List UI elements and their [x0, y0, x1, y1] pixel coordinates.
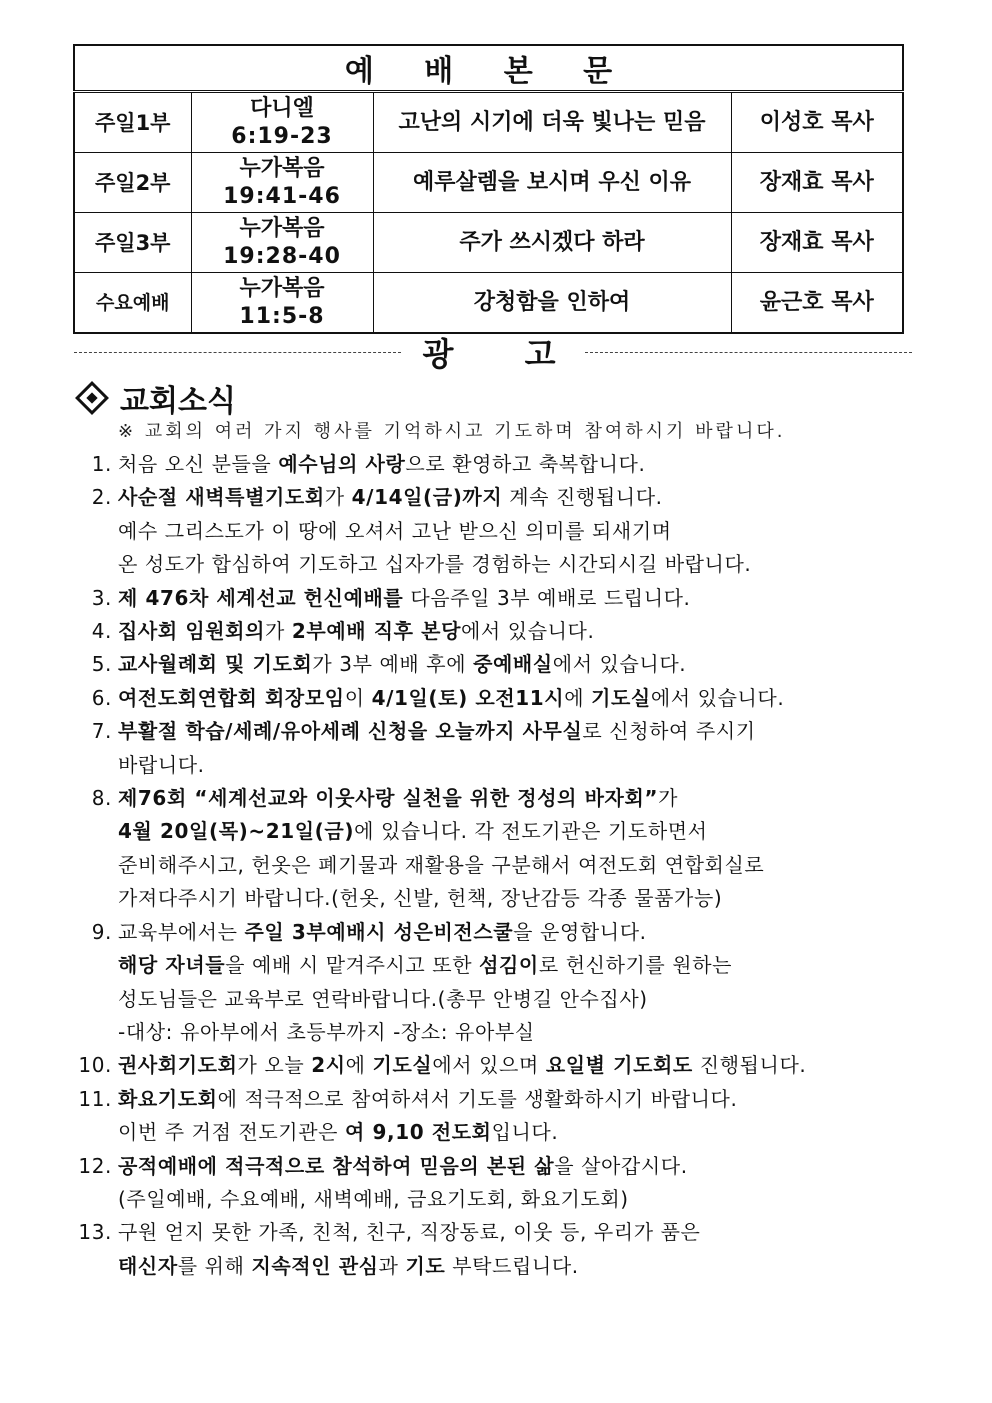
- item-line: [72, 983, 932, 1016]
- preacher-name: 장재효 목사: [731, 153, 903, 213]
- item-line: [72, 481, 932, 514]
- emphasis-text: 4/14일(금)까지: [351, 485, 503, 510]
- service-name: 주일2부: [74, 153, 191, 213]
- item-text: 입니다.: [491, 1120, 559, 1145]
- item-number: 13.: [78, 1220, 112, 1245]
- emphasis-text: 제 476차 세계선교 헌신예배를: [118, 585, 404, 610]
- item-number: 7.: [91, 719, 112, 744]
- table-row: [74, 92, 903, 153]
- item-text: 을 예배 시 맡겨주시고 또한: [225, 953, 480, 978]
- emphasis-text: 중예배실: [473, 652, 553, 677]
- item-text: 에서 있습니다.: [650, 685, 785, 710]
- emphasis-text: 해당 자녀들: [118, 953, 226, 978]
- worship-table-title: 예 배 본 문: [74, 45, 903, 92]
- announcement-item: [72, 582, 932, 615]
- announcements-title: 광 고: [422, 335, 586, 373]
- item-text: (주일예배, 수요예배, 새벽예배, 금요기도회, 화요기도회): [118, 1186, 629, 1211]
- item-text: 에: [564, 685, 592, 710]
- item-line: [72, 1116, 932, 1149]
- item-line: [72, 949, 932, 982]
- emphasis-text: 기도실: [372, 1053, 433, 1078]
- item-text: 을 살아갑시다.: [554, 1153, 688, 1178]
- item-line: [72, 782, 932, 815]
- item-line: [72, 1083, 932, 1116]
- preacher-name: 이성호 목사: [731, 92, 903, 153]
- announcement-item: [72, 682, 932, 715]
- announcement-list: [72, 448, 932, 1283]
- preacher-name: 장재효 목사: [731, 213, 903, 273]
- scripture-reference: [191, 153, 373, 213]
- item-text: 진행됩니다.: [692, 1053, 807, 1078]
- emphasis-text: 제76회 “세계선교와 이웃사랑 실천을 위한 정성의 바자회”: [118, 786, 659, 811]
- item-line: [72, 1049, 932, 1082]
- item-text: 에 적극적으로 참여하셔서 기도를 생활화하시기 바랍니다.: [217, 1086, 738, 1111]
- item-line: [72, 749, 932, 782]
- announcement-item: [72, 448, 932, 481]
- announcement-item: [72, 1083, 932, 1150]
- announcement-item: [72, 916, 932, 1050]
- table-row: [74, 213, 903, 273]
- service-name: 주일1부: [74, 92, 191, 153]
- intro-note: ※ 교회의 여러 가지 행사를 기억하시고 기도하며 참여하시기 바랍니다.: [118, 421, 786, 442]
- worship-scripture-table: [73, 44, 904, 334]
- item-line: [72, 1016, 932, 1049]
- church-news-heading: [76, 378, 236, 418]
- item-text: 준비해주시고, 헌옷은 폐기물과 재활용을 구분해서 여전도회 연합회실로: [118, 852, 765, 877]
- item-number: 6.: [91, 685, 112, 710]
- item-text: 온 성도가 합심하여 기도하고 십자가를 경험하는 시간되시길 바랍니다.: [118, 552, 752, 577]
- item-text: 에서 있습니다.: [552, 652, 687, 677]
- sermon-title: 고난의 시기에 더욱 빛나는 믿음: [373, 92, 731, 153]
- item-number: 12.: [78, 1153, 112, 1178]
- item-text: 부탁드립니다.: [445, 1253, 579, 1278]
- emphasis-text: 여전도회연합회 회장모임: [118, 685, 345, 710]
- item-text: 이번 주 거점 전도기관은: [118, 1120, 346, 1145]
- item-text: 계속 진행됩니다.: [502, 485, 663, 510]
- item-text: 처음 오신 분들을: [118, 452, 279, 476]
- emphasis-text: 집사회 임원회의: [118, 619, 266, 644]
- item-number: 11.: [78, 1086, 112, 1111]
- table-row: [74, 273, 903, 334]
- emphasis-text: 화요기도회: [118, 1086, 218, 1111]
- item-number: 9.: [91, 919, 112, 944]
- item-text: 가: [324, 485, 352, 510]
- scripture-verse: 6:19-23: [231, 123, 333, 149]
- scripture-reference: [191, 92, 373, 153]
- item-line: [72, 1150, 932, 1183]
- item-text: 예수 그리스도가 이 땅에 오셔서 고난 받으신 의미를 되새기며: [118, 518, 672, 543]
- item-number: 10.: [78, 1053, 112, 1078]
- emphasis-text: 4/1일(토) 오전11시: [371, 685, 565, 710]
- emphasis-text: 2부예배 직후 본당: [291, 619, 461, 644]
- item-text: 에서 있습니다.: [461, 619, 595, 644]
- item-text: 에 있습니다. 각 전도기관은 기도하면서: [354, 819, 708, 844]
- item-line: [72, 815, 932, 848]
- item-line: [72, 648, 932, 681]
- item-text: 교육부에서는: [118, 919, 245, 944]
- dashed-divider: [585, 352, 912, 353]
- item-text: 가: [265, 619, 292, 644]
- item-line: [72, 1250, 932, 1283]
- scripture-book: 누가복음: [239, 155, 325, 181]
- emphasis-text: 부활절 학습/세례/유아세례 신청을 오늘까지 사무실: [118, 719, 583, 744]
- item-text: 이: [344, 685, 372, 710]
- scripture-verse: 11:5-8: [239, 303, 325, 329]
- item-text: 성도님들은 교육부로 연락바랍니다.(총무 안병길 안수집사): [118, 986, 648, 1011]
- item-text: 가: [658, 786, 679, 811]
- emphasis-text: 사순절 새벽특별기도회: [118, 485, 325, 510]
- item-text: 을 운영합니다.: [513, 919, 647, 944]
- item-text: 가 오늘: [237, 1053, 312, 1078]
- item-text: 를 위해: [177, 1253, 252, 1278]
- scripture-book: 누가복음: [239, 215, 325, 241]
- item-text: 구원 얻지 못한 가족, 친척, 친구, 직장동료, 이웃 등, 우리가 품은: [118, 1220, 701, 1245]
- announcements-heading: [74, 330, 912, 374]
- item-text: 가져다주시기 바랍니다.(헌옷, 신발, 헌책, 장난감등 각종 물품가능): [118, 886, 723, 911]
- item-number: 3.: [91, 585, 112, 610]
- announcement-item: [72, 648, 932, 681]
- item-line: [72, 1183, 932, 1216]
- emphasis-text: 권사회기도회: [118, 1053, 238, 1078]
- item-line: [72, 615, 932, 648]
- scripture-reference: [191, 273, 373, 334]
- emphasis-text: 섬김이: [479, 953, 539, 978]
- diamond-icon: [75, 381, 109, 415]
- item-text: 에서 있으며: [432, 1053, 546, 1078]
- item-number: 1.: [91, 452, 112, 476]
- item-text: 바랍니다.: [118, 752, 205, 777]
- sermon-title: 예루살렘을 보시며 우신 이유: [373, 153, 731, 213]
- church-news-title: 교회소식: [120, 384, 236, 419]
- item-line: [72, 582, 932, 615]
- service-name: 주일3부: [74, 213, 191, 273]
- item-line: [72, 548, 932, 581]
- announcement-item: [72, 1216, 932, 1283]
- service-name: 수요예배: [74, 273, 191, 334]
- scripture-verse: 19:41-46: [223, 183, 341, 209]
- item-text: -대상: 유아부에서 초등부까지 -장소: 유아부실: [118, 1019, 535, 1044]
- emphasis-text: 예수님의 사랑: [278, 452, 406, 476]
- preacher-name: 윤근호 목사: [731, 273, 903, 334]
- item-line: [72, 882, 932, 915]
- item-number: 2.: [91, 485, 112, 510]
- item-text: 과: [378, 1253, 406, 1278]
- item-line: [72, 849, 932, 882]
- sermon-title: 강청함을 인하여: [373, 273, 731, 334]
- emphasis-text: 요일별 기도회도: [545, 1053, 693, 1078]
- item-text: 로 신청하여 주시기: [582, 719, 756, 744]
- emphasis-text: 기도: [405, 1253, 446, 1278]
- announcement-item: [72, 1150, 932, 1217]
- emphasis-text: 기도실: [591, 685, 651, 710]
- item-text: 로 헌신하기를 원하는: [538, 953, 733, 978]
- emphasis-text: 교사월례회 및 기도회: [118, 652, 313, 677]
- item-line: [72, 448, 932, 481]
- announcement-item: [72, 715, 932, 782]
- item-text: 으로 환영하고 축복합니다.: [405, 452, 646, 476]
- scripture-book: 다니엘: [250, 95, 314, 121]
- item-number: 8.: [91, 786, 112, 811]
- emphasis-text: 여 9,10 전도회: [345, 1120, 492, 1145]
- item-line: [72, 515, 932, 548]
- sermon-title: 주가 쓰시겠다 하라: [373, 213, 731, 273]
- emphasis-text: 공적예배에 적극적으로 참석하여 믿음의 본된 삶: [118, 1153, 555, 1178]
- table-row: [74, 153, 903, 213]
- item-text: 에: [345, 1053, 373, 1078]
- scripture-verse: 19:28-40: [223, 243, 341, 269]
- item-line: [72, 682, 932, 715]
- announcement-item: [72, 782, 932, 916]
- emphasis-text: 지속적인 관심: [251, 1253, 379, 1278]
- announcement-item: [72, 1049, 932, 1082]
- announcement-item: [72, 481, 932, 581]
- item-text: 가 3부 예배 후에: [312, 652, 474, 677]
- item-line: [72, 715, 932, 748]
- scripture-book: 누가복음: [239, 275, 325, 301]
- item-number: 4.: [91, 619, 112, 644]
- scripture-reference: [191, 213, 373, 273]
- emphasis-text: 주일 3부예배시 성은비전스쿨: [244, 919, 514, 944]
- item-line: [72, 1216, 932, 1249]
- item-text: 다음주일 3부 예배로 드립니다.: [403, 585, 691, 610]
- emphasis-text: 2시: [311, 1053, 346, 1078]
- dashed-divider: [74, 352, 401, 353]
- announcement-item: [72, 615, 932, 648]
- item-line: [72, 916, 932, 949]
- emphasis-text: 태신자: [118, 1253, 178, 1278]
- item-number: 5.: [91, 652, 112, 677]
- emphasis-text: 4월 20일(목)~21일(금): [118, 819, 355, 844]
